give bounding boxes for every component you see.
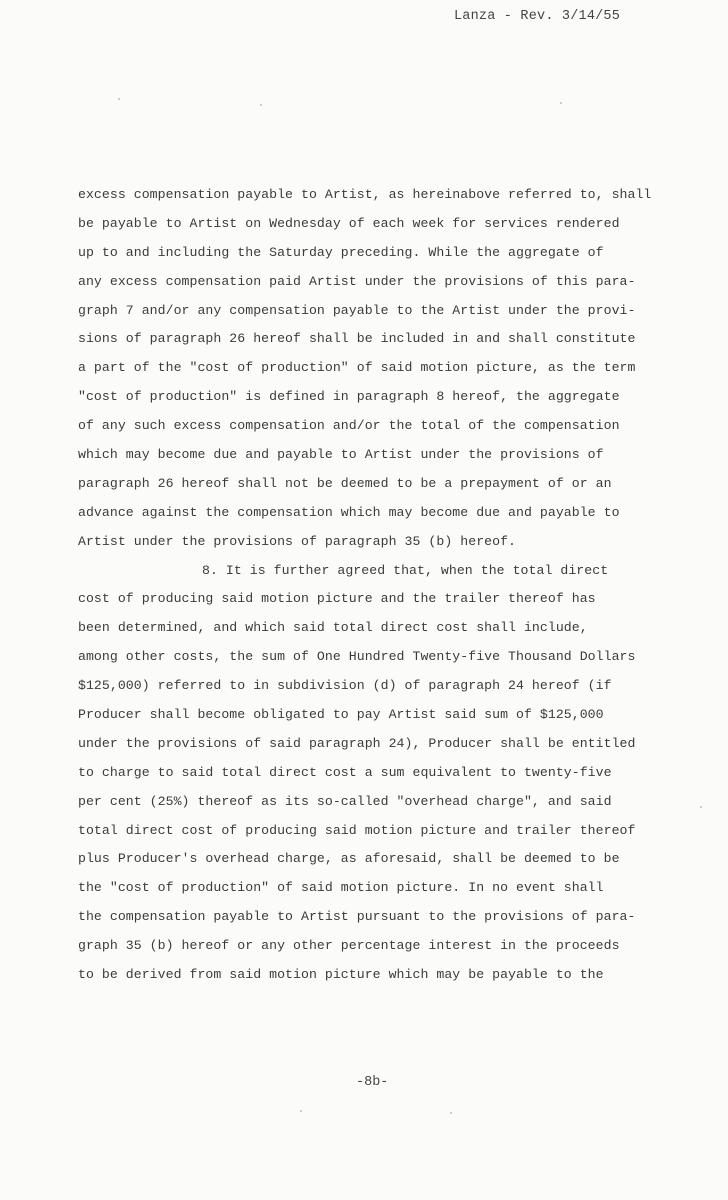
body-line: excess compensation payable to Artist, as hereinabove referred to, shall bbox=[78, 187, 652, 202]
body-line: a part of the "cost of production" of said motion picture, as the term bbox=[78, 360, 636, 376]
document-body bbox=[78, 181, 678, 990]
body-line: been determined, and which said total direct cost shall include, bbox=[78, 620, 588, 636]
body-line: any excess compensation paid Artist under the provisions of this para- bbox=[78, 273, 636, 289]
body-line: up to and including the Saturday preceding. While the aggregate of bbox=[78, 244, 604, 260]
paper-speck bbox=[300, 1110, 302, 1112]
document-header-reference: Lanza - Rev. 3/14/55 bbox=[454, 9, 621, 24]
body-line: the compensation payable to Artist pursuant to the provisions of para- bbox=[78, 909, 636, 925]
body-line: per cent (25%) thereof as its so-called "overhead charge", and said bbox=[78, 793, 612, 809]
body-line: of any such excess compensation and/or the total of the compensation bbox=[78, 418, 620, 434]
body-line: $125,000) referred to in subdivision (d) of paragraph 24 hereof (if bbox=[78, 678, 612, 694]
body-line: graph 7 and/or any compensation payable to the Artist under the provi- bbox=[78, 302, 636, 318]
paper-speck bbox=[450, 1112, 452, 1114]
body-line: plus Producer's overhead charge, as aforesaid, shall be deemed to be bbox=[78, 851, 620, 867]
paper-speck bbox=[118, 98, 120, 100]
body-line: be payable to Artist on Wednesday of each week for services rendered bbox=[78, 215, 620, 231]
paragraph-8-first-line: 8. It is further agreed that, when the total direct bbox=[202, 562, 609, 578]
body-line: graph 35 (b) hereof or any other percentage interest in the proceeds bbox=[78, 938, 620, 954]
body-line: sions of paragraph 26 hereof shall be included in and shall constitute bbox=[78, 331, 636, 347]
body-line: paragraph 26 hereof shall not be deemed to be a prepayment of or an bbox=[78, 475, 612, 491]
body-line: Artist under the provisions of paragraph 35 (b) hereof. bbox=[78, 533, 517, 549]
paper-speck bbox=[560, 102, 562, 104]
body-line: to be derived from said motion picture which may be payable to the bbox=[78, 967, 604, 983]
body-line: the "cost of production" of said motion picture. In no event shall bbox=[78, 880, 604, 896]
paper-speck bbox=[700, 806, 702, 808]
body-line: under the provisions of said paragraph 24), Producer shall be entitled bbox=[78, 735, 636, 751]
body-line: "cost of production" is defined in paragraph 8 hereof, the aggregate bbox=[78, 389, 620, 405]
paper-speck bbox=[260, 104, 262, 106]
body-line: total direct cost of producing said motion picture and trailer thereof bbox=[78, 822, 636, 838]
body-line: which may become due and payable to Artist under the provisions of bbox=[78, 447, 604, 463]
body-line: Producer shall become obligated to pay Artist said sum of $125,000 bbox=[78, 707, 604, 723]
body-line: among other costs, the sum of One Hundred Twenty-five Thousand Dollars bbox=[78, 649, 636, 665]
body-line: advance against the compensation which may become due and payable to bbox=[78, 504, 620, 520]
body-line: to charge to said total direct cost a sum equivalent to twenty-five bbox=[78, 764, 612, 780]
page-number: -8b- bbox=[356, 1075, 389, 1090]
body-line: cost of producing said motion picture and the trailer thereof has bbox=[78, 591, 596, 607]
